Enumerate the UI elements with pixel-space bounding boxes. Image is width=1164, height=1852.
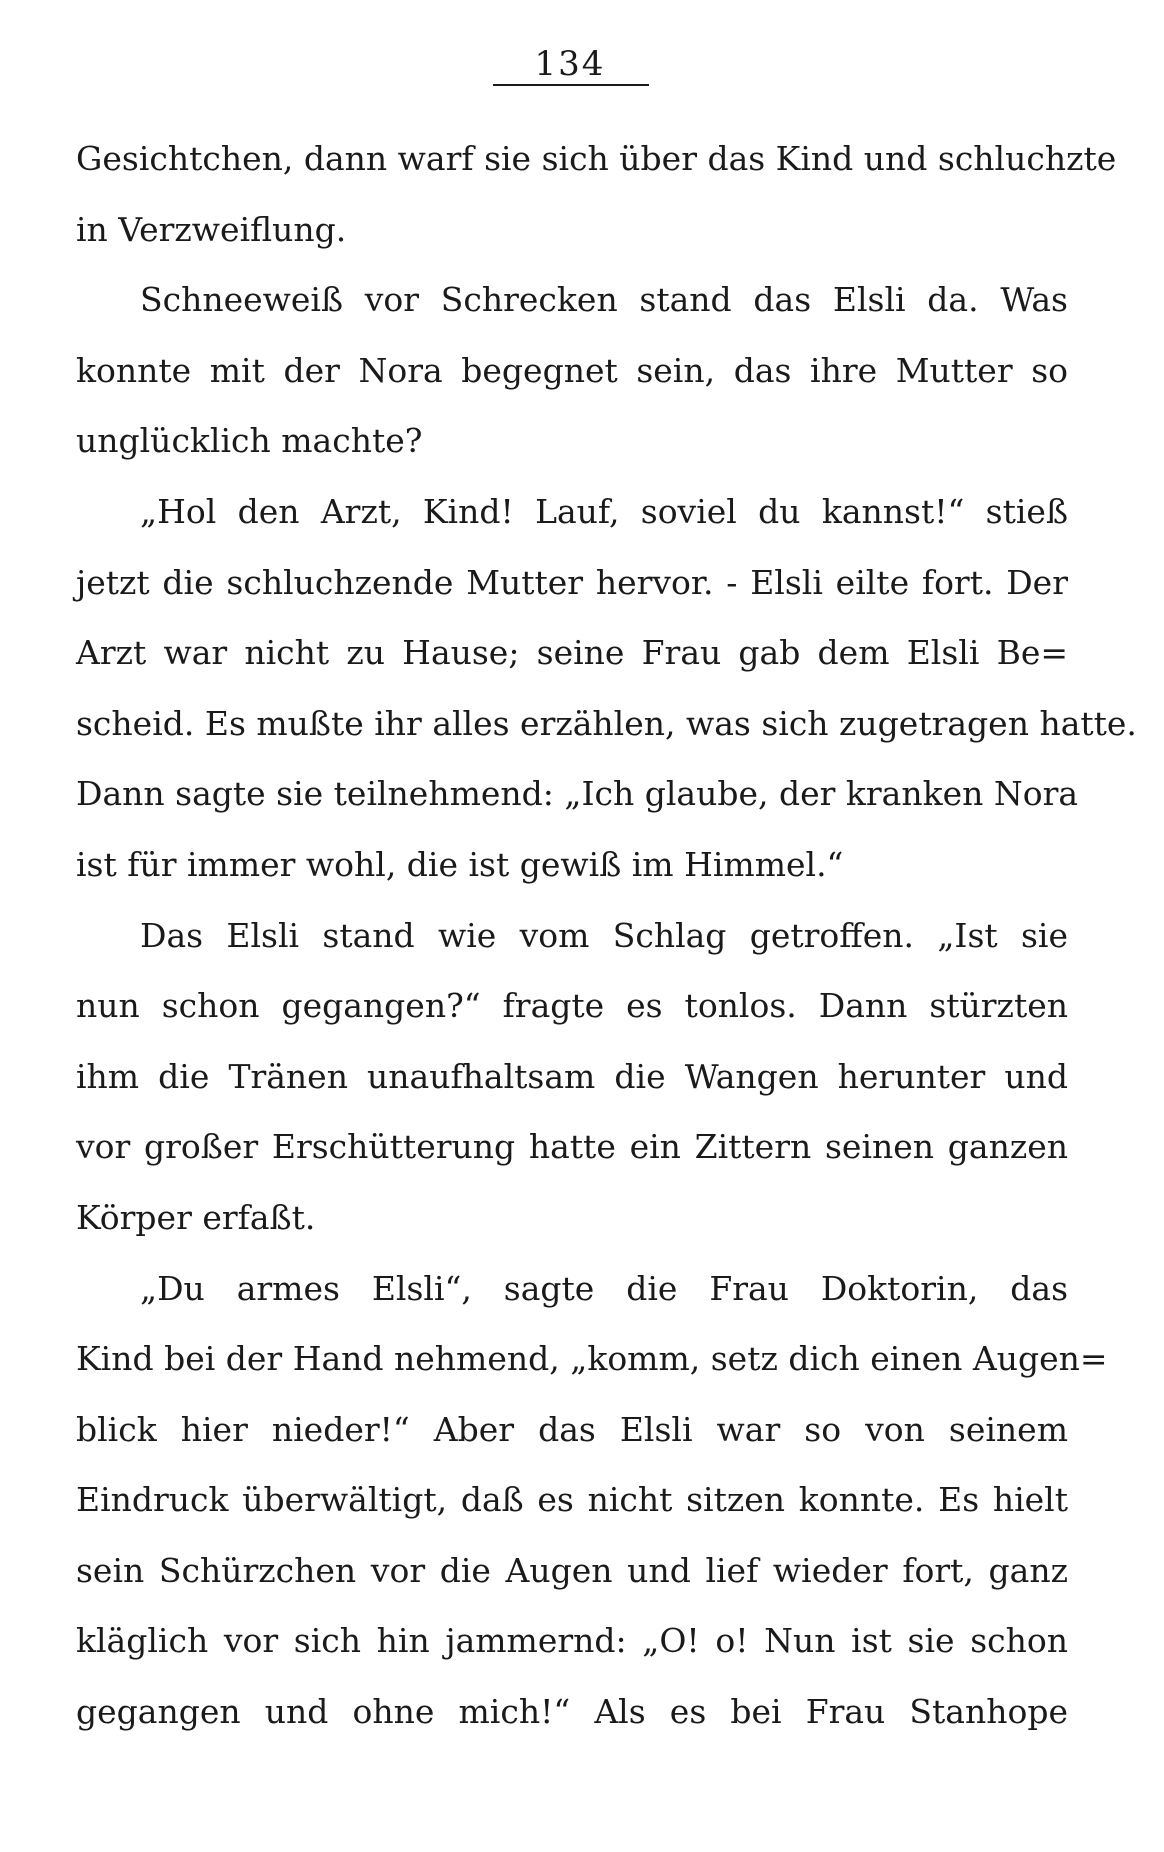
text-line: in Verzweiflung. bbox=[76, 209, 347, 249]
text-line: sein Schürzchen vor die Augen und lief wieder fort, ganz bbox=[76, 1550, 1068, 1590]
page-number-rule bbox=[493, 84, 649, 86]
body-text bbox=[76, 124, 1137, 1748]
text-line: kläglich vor sich hin jammernd: „O! o! Nun ist sie schon bbox=[76, 1621, 1068, 1661]
text-line: Arzt war nicht zu Hause; seine Frau gab dem Elsli Be= bbox=[76, 633, 1068, 673]
text-line: Eindruck überwältigt, daß es nicht sitzen konnte. Es hielt bbox=[76, 1480, 1068, 1520]
text-line: scheid. Es mußte ihr alles erzählen, was sich zugetragen hatte. bbox=[76, 703, 1137, 743]
text-line: jetzt die schluchzende Mutter hervor. - Elsli eilte fort. Der bbox=[76, 562, 1068, 602]
text-line: Gesichtchen, dann warf sie sich über das Kind und schluchzte bbox=[76, 139, 1117, 178]
text-line: „Du armes Elsli“, sagte die Frau Doktorin, das bbox=[140, 1268, 1068, 1308]
text-line: Das Elsli stand wie vom Schlag getroffen. „Ist sie bbox=[140, 915, 1068, 955]
text-line: konnte mit der Nora begegnet sein, das ihre Mutter so bbox=[76, 350, 1068, 390]
text-line: Dann sagte sie teilnehmend: „Ich glaube, der kranken Nora bbox=[76, 774, 1079, 814]
text-line: Kind bei der Hand nehmend, „komm, setz dich einen Augen= bbox=[76, 1339, 1108, 1379]
text-line: ist für immer wohl, die ist gewiß im Himmel.“ bbox=[76, 844, 844, 884]
text-line: blick hier nieder!“ Aber das Elsli war so von seinem bbox=[76, 1409, 1068, 1449]
text-line: „Hol den Arzt, Kind! Lauf, soviel du kannst!“ stieß bbox=[140, 491, 1068, 531]
text-line: vor großer Erschütterung hatte ein Zittern seinen ganzen bbox=[76, 1127, 1068, 1167]
text-line: Schneeweiß vor Schrecken stand das Elsli da. Was bbox=[140, 280, 1068, 320]
text-line: Körper erfaßt. bbox=[76, 1197, 316, 1237]
text-line: unglücklich machte? bbox=[76, 421, 423, 461]
text-line: nun schon gegangen?“ fragte es tonlos. Dann stürzten bbox=[76, 986, 1068, 1026]
text-line: ihm die Tränen unaufhaltsam die Wangen herunter und bbox=[76, 1056, 1068, 1096]
page-number: 134 bbox=[534, 44, 606, 84]
text-line: gegangen und ohne mich!“ Als es bei Frau Stanhope bbox=[76, 1692, 1068, 1732]
